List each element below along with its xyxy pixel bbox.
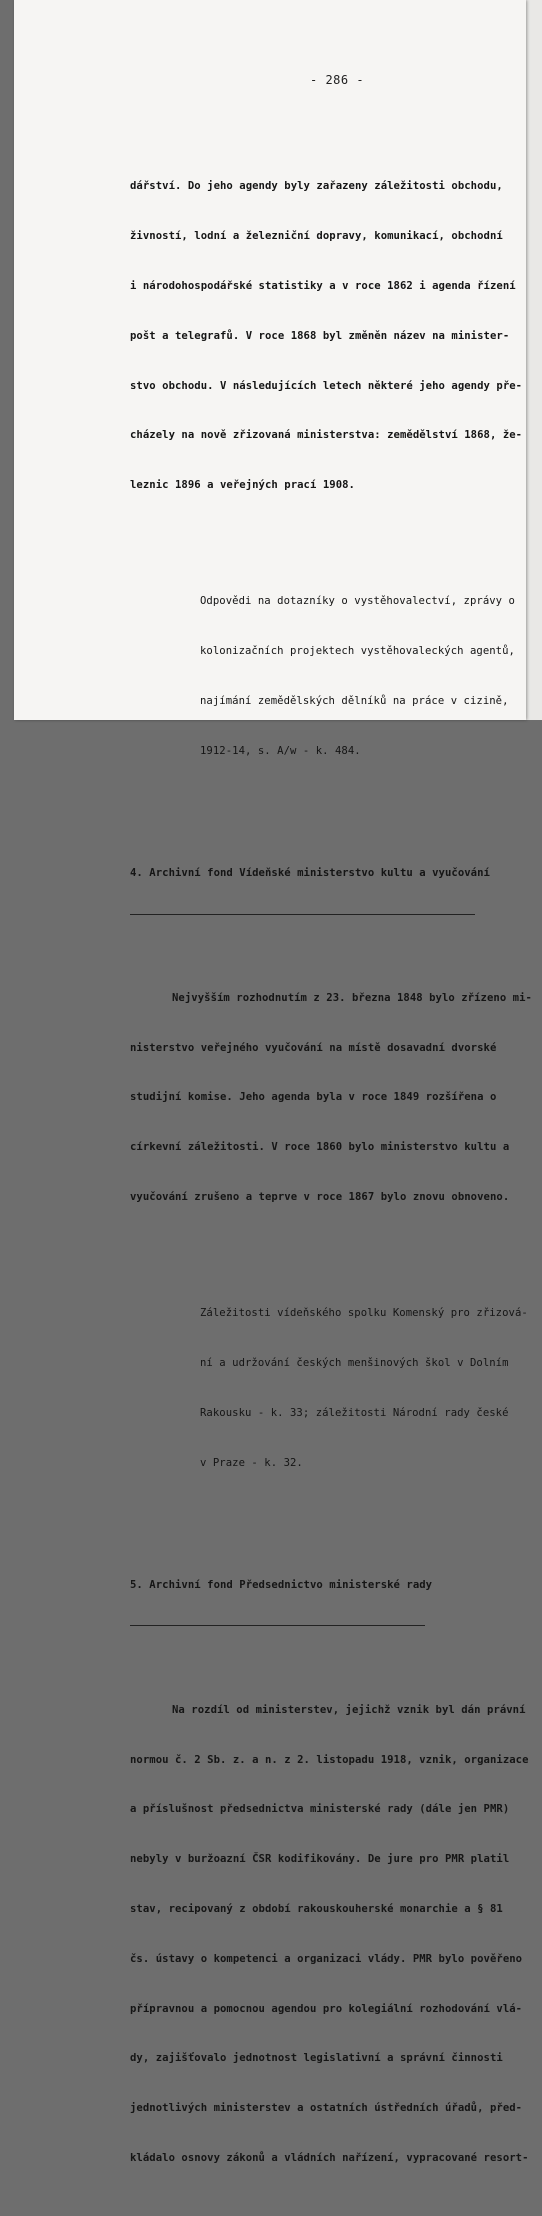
page-number: - 286 - [310, 73, 365, 87]
text-line: i národohospodářské statistiky a v roce 1862 i agenda řízení [130, 279, 516, 292]
document-body [130, 112, 532, 2216]
text-line: jednotlivých ministerstev a ostatních ústředních úřadů, před- [130, 2102, 523, 2115]
text-line: Záležitosti vídeňského spolku Komenský pro zřizová- [200, 1307, 528, 1320]
text-line: živností, lodní a železniční dopravy, komunikací, obchodní [130, 230, 503, 243]
text-line: přípravnou a pomocnou agendou pro kolegiální rozhodování vlá- [130, 2002, 523, 2015]
text-line: leznic 1896 a veřejných prací 1908. [130, 479, 355, 492]
note-emigration [130, 560, 515, 792]
text-line: kládalo osnovy zákonů a vládních nařízení, vypracované resort- [130, 2151, 529, 2164]
text-line: pošt a telegrafů. V roce 1868 byl změněn název na minister- [130, 329, 510, 342]
text-line: vyučování zrušeno a teprve v roce 1867 bylo znovu obnoveno. [130, 1191, 510, 1203]
heading-underline [130, 914, 475, 915]
paragraph-pmr [130, 1669, 529, 2200]
text-line: 1912-14, s. A/w - k. 484. [200, 744, 361, 757]
text-line: církevní záležitosti. V roce 1860 bylo ministerstvo kultu a [130, 1141, 510, 1154]
text-line: ní a udržování českých menšinových škol v Dolním [200, 1356, 509, 1369]
text-line: Na rozdíl od ministerstev, jejichž vznik byl dán právní [172, 1703, 526, 1716]
heading-underline [130, 1625, 425, 1626]
paragraph-ministry-of-culture [130, 957, 532, 1239]
text-line: nebyly v buržoazní ČSR kodifikovány. De jure pro PMR platil [130, 1853, 510, 1866]
section-heading-5: 5. Archivní fond Předsednictvo ministerské rady [130, 1578, 433, 1591]
text-line: dy, zajišťovalo jednotnost legislativní a správní činnosti [130, 2052, 503, 2065]
text-line: najímání zemědělských dělníků na práce v cizině, [200, 694, 509, 707]
note-komensky [130, 1272, 528, 1504]
text-line: a příslušnost předsednictva ministerské rady (dále jen PMR) [130, 1803, 510, 1816]
text-line: v Praze - k. 32. [200, 1456, 303, 1469]
text-line: Nejvyšším rozhodnutím z 23. března 1848 bylo zřízeno mi- [172, 991, 532, 1004]
text-line: stvo obchodu. V následujících letech některé jeho agendy pře- [130, 379, 523, 392]
text-line: nisterstvo veřejného vyučování na místě dosavadní dvorské [130, 1041, 497, 1054]
text-line: studijní komise. Jeho agenda byla v roce 1849 rozšířena o [130, 1091, 497, 1104]
text-line: kolonizačních projektech vystěhovaleckých agentů, [200, 645, 515, 657]
paragraph-ministry-of-commerce [130, 145, 523, 527]
text-line: stav, recipovaný z období rakouskouherské monarchie a § 81 [130, 1902, 503, 1915]
text-line: normou č. 2 Sb. z. a n. z 2. listopadu 1918, vznik, organizace [130, 1753, 529, 1766]
text-line: cházely na nově zřizovaná ministerstva: zemědělství 1868, že- [130, 429, 523, 442]
text-line: Rakousku - k. 33; záležitosti Národní rady české [200, 1406, 509, 1419]
section-heading-4: 4. Archivní fond Vídeňské ministerstvo kultu a vyučování [130, 866, 490, 879]
text-line: dářství. Do jeho agendy byly zařazeny záležitosti obchodu, [130, 180, 503, 193]
text-line: Odpovědi na dotazníky o vystěhovalectví, zprávy o [200, 595, 515, 608]
text-line: čs. ústavy o kompetenci a organizaci vlády. PMR bylo pověřeno [130, 1952, 523, 1965]
